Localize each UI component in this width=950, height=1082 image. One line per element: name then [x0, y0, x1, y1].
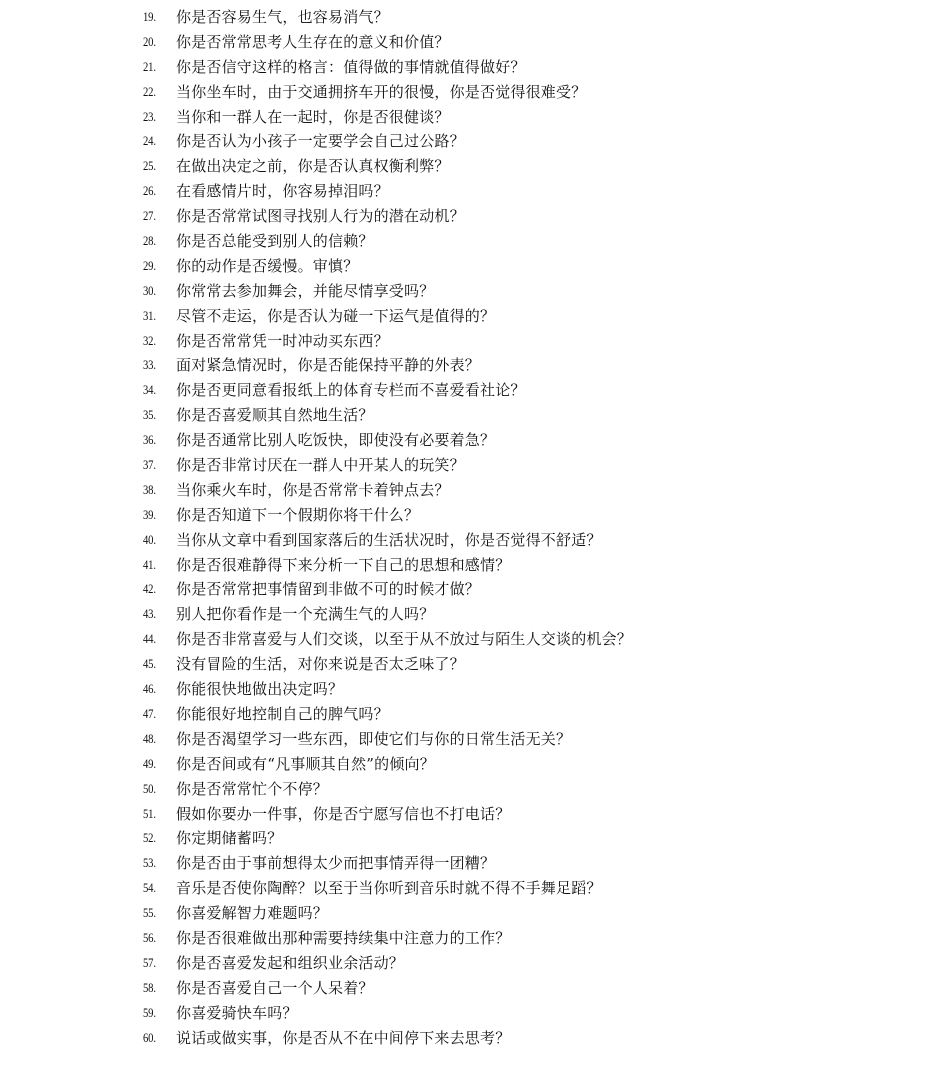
- question-number: 56.: [143, 929, 156, 945]
- question-text: 假如你要办一件事，你是否宁愿写信也不打电话？: [176, 804, 511, 823]
- question-text: 你能很快地做出决定吗？: [176, 680, 344, 699]
- question-text: 你是否喜爱自己一个人呆着？: [176, 978, 374, 997]
- question-text: 说话或做实事，你是否从不在中间停下来去思考？: [176, 1028, 511, 1047]
- question-number: 23.: [143, 108, 156, 124]
- question-item: [0, 602, 950, 627]
- question-number: 42.: [143, 581, 156, 597]
- question-text: 尽管不走运，你是否认为碰一下运气是值得的？: [176, 306, 496, 325]
- question-item: [0, 503, 950, 528]
- question-number: 50.: [143, 780, 156, 796]
- question-number: 37.: [143, 457, 156, 473]
- question-item: [0, 901, 950, 926]
- question-item: [0, 752, 950, 777]
- question-number: 47.: [143, 705, 156, 721]
- question-text: 没有冒险的生活，对你来说是否太乏味了？: [176, 655, 465, 674]
- question-item: [0, 105, 950, 130]
- question-item: [0, 627, 950, 652]
- question-item: [0, 279, 950, 304]
- question-item: [0, 453, 950, 478]
- question-text: 你是否非常讨厌在一群人中开某人的玩笑？: [176, 456, 465, 475]
- question-text: 你是否很难静得下来分析一下自己的思想和感情？: [176, 555, 511, 574]
- question-item: [0, 528, 950, 553]
- question-item: [0, 851, 950, 876]
- question-item: [0, 204, 950, 229]
- question-number: 49.: [143, 755, 156, 771]
- question-number: 44.: [143, 631, 156, 647]
- question-text: 音乐是否使你陶醉？以至于当你听到音乐时就不得不手舞足蹈？: [176, 879, 602, 898]
- question-item: [0, 876, 950, 901]
- question-number: 21.: [143, 58, 156, 74]
- question-item: [0, 652, 950, 677]
- question-text: 在看感情片时，你容易掉泪吗？: [176, 182, 389, 201]
- question-item: [0, 777, 950, 802]
- question-text: 当你和一群人在一起时，你是否很健谈？: [176, 107, 450, 126]
- question-number: 43.: [143, 606, 156, 622]
- question-text: 你是否渴望学习一些东西，即使它们与你的日常生活无关？: [176, 729, 572, 748]
- question-number: 52.: [143, 830, 156, 846]
- question-number: 53.: [143, 855, 156, 871]
- question-number: 55.: [143, 905, 156, 921]
- question-item: [0, 802, 950, 827]
- question-number: 28.: [143, 233, 156, 249]
- question-text: 在做出决定之前，你是否认真权衡利弊？: [176, 157, 450, 176]
- question-text: 你是否常常试图寻找别人行为的潜在动机？: [176, 207, 465, 226]
- question-item: [0, 577, 950, 602]
- question-item: [0, 1026, 950, 1051]
- question-text: 当你从文章中看到国家落后的生活状况时，你是否觉得不舒适？: [176, 530, 602, 549]
- question-number: 33.: [143, 357, 156, 373]
- question-text: 当你乘火车时，你是否常常卡着钟点去？: [176, 480, 450, 499]
- question-text: 你定期储蓄吗？: [176, 829, 283, 848]
- question-text: 面对紧急情况时，你是否能保持平静的外表？: [176, 356, 481, 375]
- question-number: 51.: [143, 805, 156, 821]
- question-number: 39.: [143, 506, 156, 522]
- question-number: 38.: [143, 481, 156, 497]
- question-text: 你是否常常思考人生存在的意义和价值？: [176, 32, 450, 51]
- question-text: 你是否容易生气，也容易消气？: [176, 8, 389, 26]
- question-text: 你喜爱骑快车吗？: [176, 1003, 298, 1022]
- question-item: [0, 304, 950, 329]
- question-number: 57.: [143, 954, 156, 970]
- question-item: [0, 727, 950, 752]
- question-item: [0, 478, 950, 503]
- question-number: 54.: [143, 880, 156, 896]
- question-number: 32.: [143, 332, 156, 348]
- question-number: 26.: [143, 183, 156, 199]
- question-item: [0, 702, 950, 727]
- question-item: [0, 30, 950, 55]
- question-text: 你是否由于事前想得太少而把事情弄得一团糟？: [176, 854, 496, 873]
- question-text: 你是否喜爱发起和组织业余活动？: [176, 953, 405, 972]
- question-item: [0, 229, 950, 254]
- question-list: [0, 5, 950, 1050]
- question-number: 22.: [143, 83, 156, 99]
- question-number: 48.: [143, 730, 156, 746]
- question-text: 你是否常常把事情留到非做不可的时候才做？: [176, 580, 481, 599]
- question-text: 你是否更同意看报纸上的体育专栏而不喜爱看社论？: [176, 381, 526, 400]
- question-text: 你是否信守这样的格言：值得做的事情就值得做好？: [176, 57, 526, 76]
- question-item: [0, 129, 950, 154]
- question-text: 你是否非常喜爱与人们交谈，以至于从不放过与陌生人交谈的机会？: [176, 630, 633, 649]
- question-item: [0, 5, 950, 30]
- question-text: 你喜爱解智力难题吗？: [176, 904, 329, 923]
- question-number: 40.: [143, 531, 156, 547]
- question-number: 30.: [143, 282, 156, 298]
- question-item: [0, 553, 950, 578]
- question-text: 你是否知道下一个假期你将干什么？: [176, 505, 420, 524]
- question-item: [0, 403, 950, 428]
- question-text: 你是否总能受到别人的信赖？: [176, 232, 374, 251]
- question-item: [0, 378, 950, 403]
- question-text: 你是否常常凭一时冲动买东西？: [176, 331, 389, 350]
- question-number: 46.: [143, 681, 156, 697]
- question-item: [0, 179, 950, 204]
- question-number: 59.: [143, 1004, 156, 1020]
- question-text: 你是否间或有“凡事顺其自然”的倾向？: [176, 754, 435, 773]
- question-number: 60.: [143, 1029, 156, 1045]
- question-item: [0, 826, 950, 851]
- question-item: [0, 55, 950, 80]
- question-number: 24.: [143, 133, 156, 149]
- question-number: 25.: [143, 158, 156, 174]
- question-number: 41.: [143, 556, 156, 572]
- question-text: 你常常去参加舞会，并能尽情享受吗？: [176, 281, 435, 300]
- question-item: [0, 926, 950, 951]
- question-item: [0, 677, 950, 702]
- question-text: 你是否喜爱顺其自然地生活？: [176, 406, 374, 425]
- question-item: [0, 80, 950, 105]
- question-item: [0, 329, 950, 354]
- question-text: 你是否常常忙个不停？: [176, 779, 329, 798]
- question-item: [0, 976, 950, 1001]
- question-item: [0, 951, 950, 976]
- question-number: 27.: [143, 208, 156, 224]
- question-number: 20.: [143, 33, 156, 49]
- question-number: 45.: [143, 656, 156, 672]
- question-text: 你是否通常比别人吃饭快，即使没有必要着急？: [176, 431, 496, 450]
- question-text: 别人把你看作是一个充满生气的人吗？: [176, 605, 435, 624]
- question-text: 你能很好地控制自己的脾气吗？: [176, 704, 389, 723]
- question-item: [0, 1001, 950, 1026]
- question-item: [0, 254, 950, 279]
- question-text: 你是否很难做出那种需要持续集中注意力的工作？: [176, 928, 511, 947]
- question-number: 35.: [143, 407, 156, 423]
- question-number: 31.: [143, 307, 156, 323]
- question-number: 58.: [143, 979, 156, 995]
- question-number: 19.: [143, 9, 156, 24]
- question-item: [0, 428, 950, 453]
- question-number: 34.: [143, 382, 156, 398]
- question-number: 29.: [143, 257, 156, 273]
- question-item: [0, 353, 950, 378]
- question-text: 当你坐车时，由于交通拥挤车开的很慢，你是否觉得很难受？: [176, 82, 587, 101]
- question-item: [0, 154, 950, 179]
- question-text: 你的动作是否缓慢。审慎？: [176, 256, 359, 275]
- question-text: 你是否认为小孩子一定要学会自己过公路？: [176, 132, 465, 151]
- question-number: 36.: [143, 432, 156, 448]
